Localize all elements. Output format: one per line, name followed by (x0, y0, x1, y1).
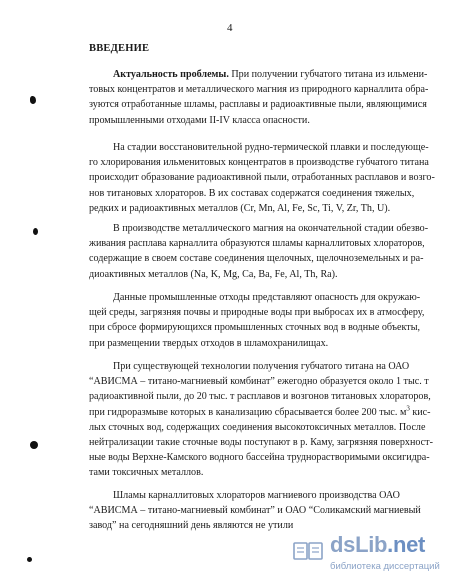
paragraph-magnesium (89, 221, 429, 282)
paragraph-chlorination (89, 140, 435, 216)
paragraph-line: при сбросе формирующихся промышленных сточных вод в водные объекты, (89, 322, 420, 334)
paragraph-relevance (89, 67, 429, 128)
paragraph-line: нов титановых хлораторов. В их составах содержатся соединения тяжелых, (89, 187, 415, 199)
paragraph-line: нейтрализации такие сточные воды поступают в р. Каму, загрязняя поверхност- (89, 437, 433, 449)
paragraph-line: товых концентратов и металлического магния из природного карналлита обра- (89, 84, 429, 96)
paragraph-line: го хлорирования ильменитовых концентратов в производстве губчатого титана (89, 157, 429, 169)
paragraph-sludge (89, 488, 421, 534)
paragraph-line: Данные промышленные отходы представляют опасность для окружаю- (113, 292, 421, 303)
paragraph-line: завод” на сегодняшний день являются не утили (89, 520, 294, 532)
paragraph-line: содержащие в своем составе соединения щелочных, щелочноземельных и ра- (89, 253, 424, 265)
paragraph-line: зуются отработанные шламы, расплавы и радиоактивные пыли, являющимися (89, 99, 427, 111)
line-text: при гидроразмыве которых в канализацию сбрасывается более 200 тыс. м (89, 406, 407, 418)
paragraph-line: тами токсичных металлов. (89, 467, 204, 479)
binder-hole-mark (30, 96, 36, 104)
paragraph-avisma (89, 359, 433, 481)
paragraph-line (89, 67, 428, 82)
paragraph-line: промышленными отходами II-IV класса опасности. (89, 114, 310, 126)
line-text: При получении губчатого титана из ильмени- (228, 69, 428, 80)
line-text: кис- (409, 406, 431, 418)
paragraph-line: ные воды Верхне-Камского водного бассейна труднорастворимыми оксигидра- (89, 452, 430, 464)
paragraph-line: при размещении твердых отходов в шламохранилищах. (89, 337, 329, 349)
superscript: 3 (406, 404, 410, 413)
paragraph-line: щей среды, загрязняя почвы и природные воды при выбросах их в атмосферу, (89, 307, 425, 319)
binder-hole-mark (30, 441, 38, 449)
paragraph-line: На стадии восстановительной рудно-термической плавки и последующе- (113, 142, 429, 153)
paragraph-line: диоактивных металлов (Na, K, Mg, Ca, Ba, Fe, Al, Th, Ra). (89, 268, 338, 280)
section-heading: ВВЕДЕНИЕ (89, 43, 150, 54)
paragraph-lead: Актуальность проблемы. (113, 69, 229, 80)
paragraph-line: При существующей технологии получения губчатого титана на ОАО (113, 361, 410, 372)
dslib-watermark (330, 532, 440, 576)
watermark-logo-icon (292, 540, 326, 562)
paragraph-line: происходит образование радиоактивной пыли, отработанных расплавов и возго- (89, 172, 435, 184)
watermark-subtitle: библиотека диссертаций (330, 561, 440, 572)
paragraph-line: редких и радиоактивных металлов (Cr, Mn, Al, Fe, Sc, Ti, V, Zr, Th, U). (89, 202, 391, 214)
page-number: 4 (227, 22, 233, 34)
paragraph-line: лых сточных вод, содержащих соединения высокотоксичных металлов. После (89, 421, 426, 433)
paragraph-line: “АВИСМА – титано-магниевый комбинат” ежегодно образуется около 1 тыс. т (89, 376, 429, 388)
binder-hole-mark (27, 557, 32, 562)
watermark-logo-domain: .net (387, 532, 426, 557)
paragraph-line: живания расплава карналлита образуются шламы карналлитовых хлораторов, (89, 238, 425, 250)
paragraph-line (89, 404, 431, 420)
paragraph-line: “АВИСМА – титано-магниевый комбинат” и ОАО “Соликамский магниевый (89, 505, 421, 517)
watermark-logo-main: dsLib (330, 532, 388, 557)
watermark-logo-text (330, 532, 425, 558)
paragraph-line: Шламы карналлитовых хлораторов магниевого производства ОАО (113, 490, 400, 501)
paragraph-line: радиоактивной пыли, до 20 тыс. т расплавов и возгонов титановых хлораторов, (89, 391, 431, 403)
binder-hole-mark (33, 228, 38, 235)
paragraph-line: В производстве металлического магния на окончательной стадии обезво- (113, 223, 429, 234)
paragraph-hazard (89, 290, 425, 351)
